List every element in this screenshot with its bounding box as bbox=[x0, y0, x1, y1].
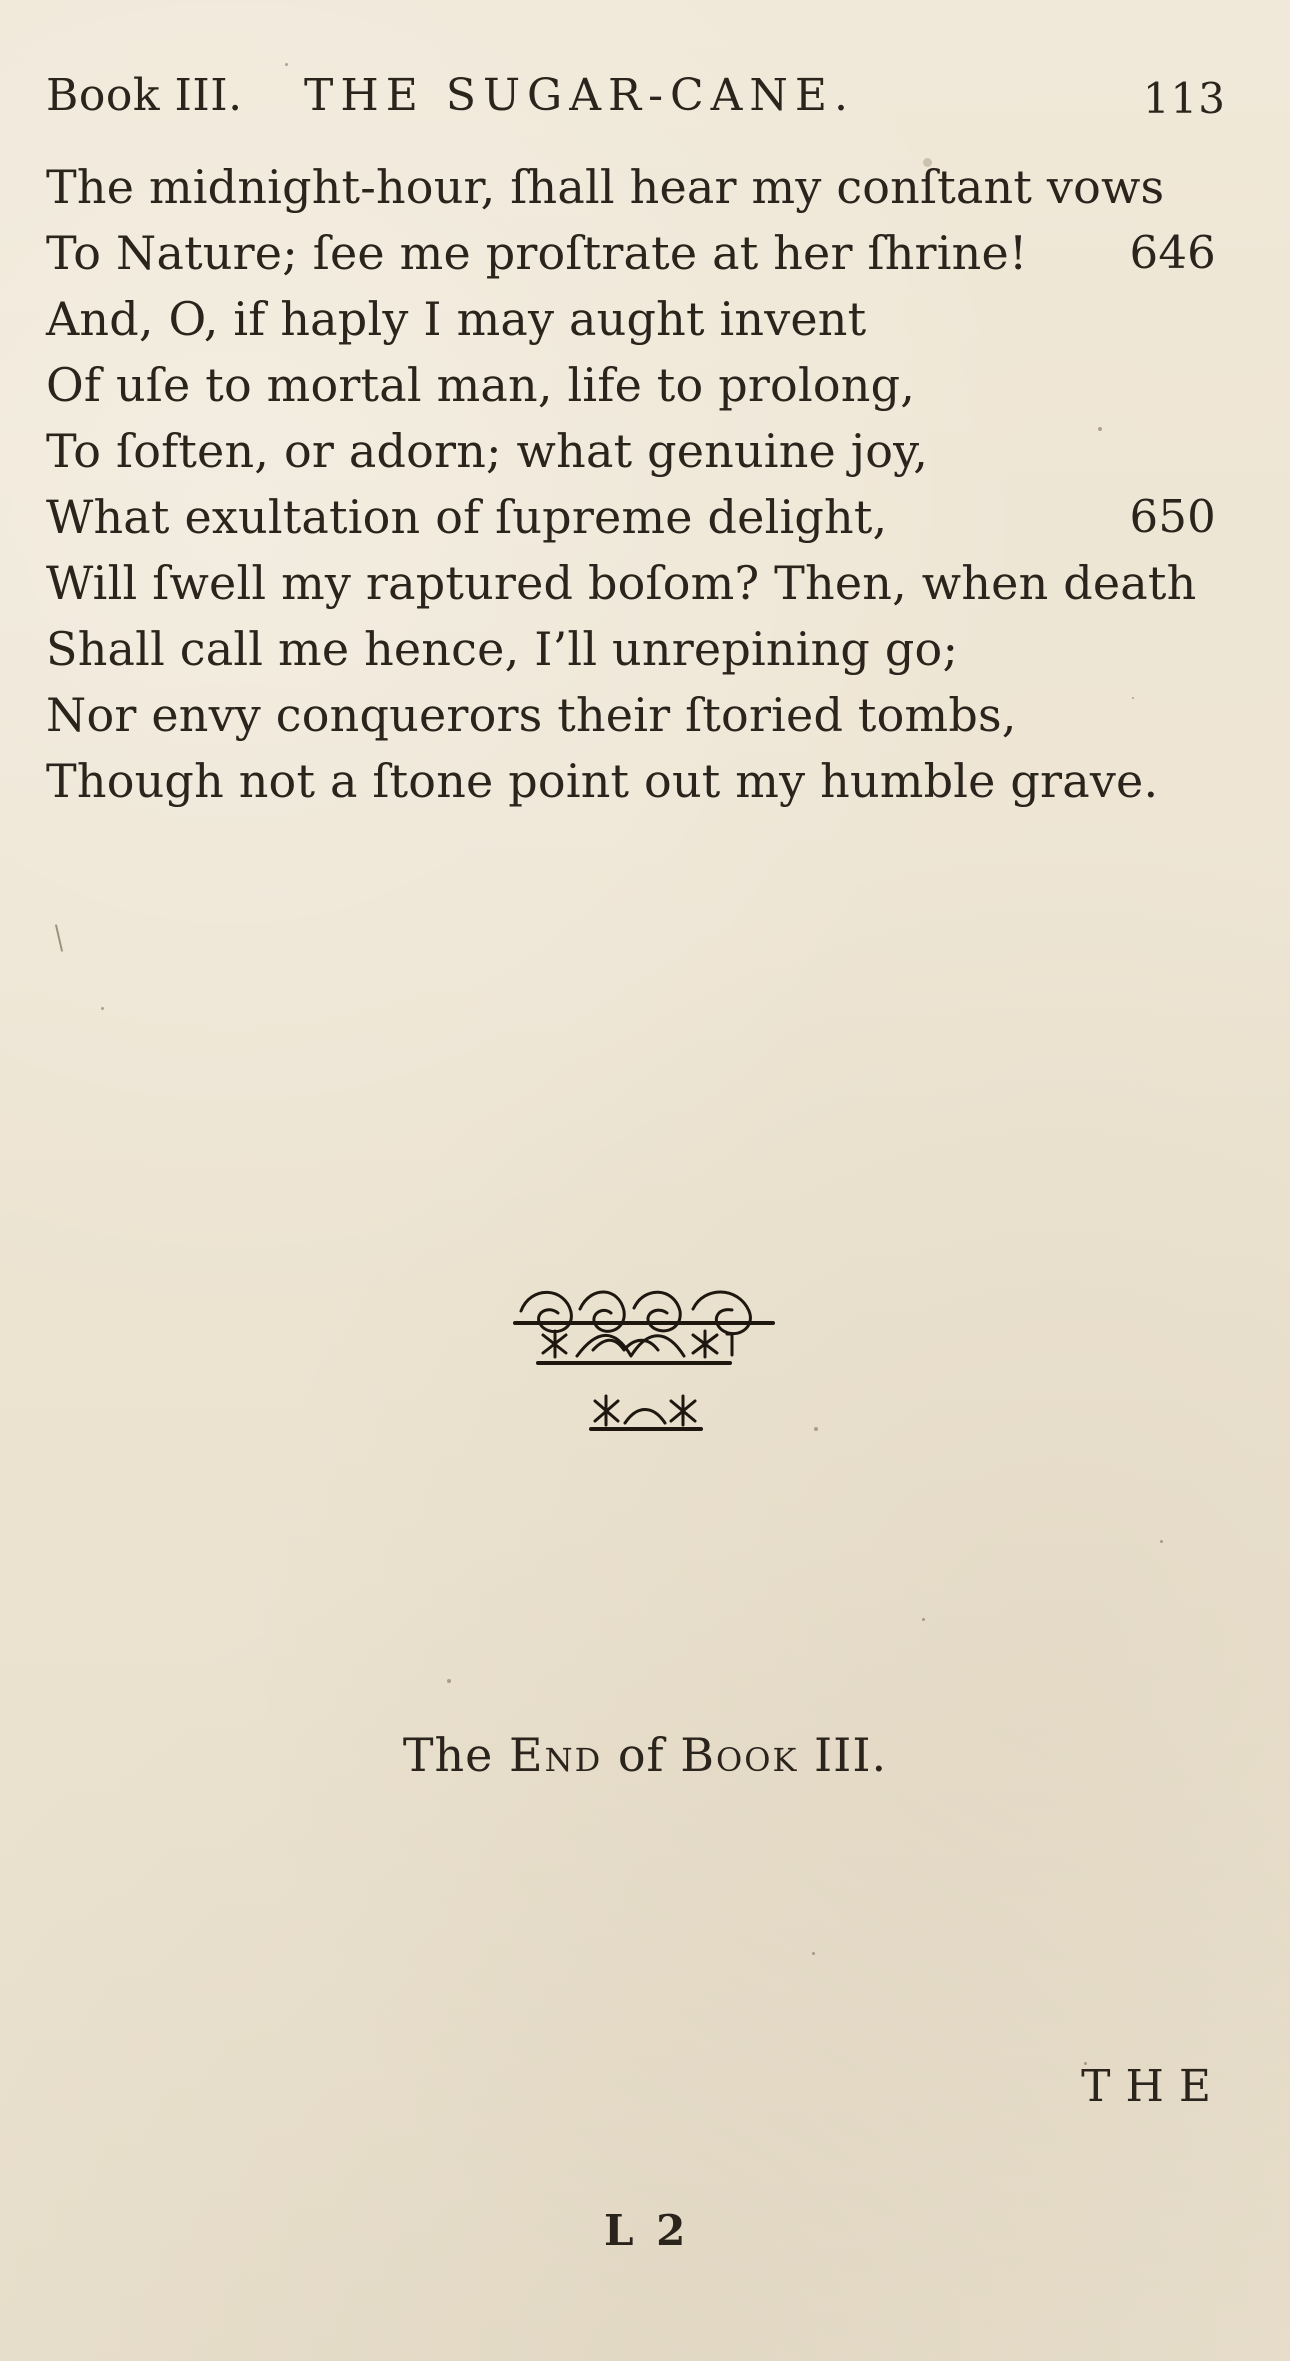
verse-line-4 bbox=[46, 352, 1216, 418]
end-prefix: The bbox=[402, 1728, 509, 1782]
verse-line-8 bbox=[46, 616, 1216, 682]
paper-speck bbox=[814, 1427, 818, 1431]
verse-line-6 bbox=[46, 484, 1216, 550]
page-number: 113 bbox=[1142, 74, 1226, 123]
book-label: Book III. bbox=[46, 70, 243, 121]
paper-speck bbox=[101, 1007, 104, 1010]
running-title: THE SUGAR-CANE. bbox=[304, 70, 856, 121]
end-suffix: III. bbox=[798, 1728, 888, 1782]
line-number: 650 bbox=[1129, 490, 1216, 543]
verse-line-text: And, O, if haply I may aught invent bbox=[46, 292, 867, 346]
paper-speck bbox=[923, 158, 932, 167]
verse-line-10 bbox=[46, 748, 1216, 814]
paper-speck bbox=[447, 1679, 451, 1683]
verse-line-text: To ſoften, or adorn; what genuine joy, bbox=[46, 424, 929, 478]
paper-speck bbox=[1098, 427, 1102, 431]
book-word: Book bbox=[680, 1728, 799, 1782]
paper-speck bbox=[812, 1952, 815, 1955]
verse-line-9 bbox=[46, 682, 1216, 748]
paper-mark bbox=[55, 924, 63, 952]
verse-line-3 bbox=[46, 286, 1216, 352]
verse-block bbox=[46, 154, 1216, 814]
verse-line-text: Shall call me hence, I’ll unrepining go; bbox=[46, 622, 959, 676]
verse-line-5 bbox=[46, 418, 1216, 484]
verse-line-text: Nor envy conquerors their ſtoried tombs, bbox=[46, 688, 1017, 742]
verse-line-1 bbox=[46, 154, 1216, 220]
end-word: End bbox=[508, 1728, 603, 1782]
paper-speck bbox=[1084, 2062, 1087, 2065]
running-header bbox=[46, 70, 1226, 130]
verse-line-text: To Nature; ſee me proſtrate at her ſhrine! bbox=[46, 226, 1028, 280]
verse-line-text: The midnight-hour, ſhall hear my conſtant vows bbox=[46, 160, 1165, 214]
verse-line-2 bbox=[46, 220, 1216, 286]
paper-speck bbox=[922, 1618, 925, 1621]
verse-line-text: What exultation of ſupreme delight, bbox=[46, 490, 888, 544]
end-middle: of bbox=[602, 1728, 681, 1782]
line-number: 646 bbox=[1129, 226, 1216, 279]
signature-mark: L 2 bbox=[604, 2206, 690, 2255]
verse-line-text: Of uſe to mortal man, life to prolong, bbox=[46, 358, 916, 412]
paper-speck bbox=[1132, 697, 1134, 699]
paper-speck bbox=[1160, 1540, 1163, 1543]
catchword: THE bbox=[1081, 2061, 1226, 2112]
printer-ornament-icon bbox=[503, 1277, 788, 1457]
verse-line-text: Though not a ſtone point out my humble grave. bbox=[46, 754, 1159, 808]
verse-line-7 bbox=[46, 550, 1216, 616]
paper-speck bbox=[285, 63, 288, 66]
verse-line-text: Will ſwell my raptured boſom? Then, when death bbox=[46, 556, 1197, 610]
end-of-book bbox=[0, 1728, 1290, 1782]
